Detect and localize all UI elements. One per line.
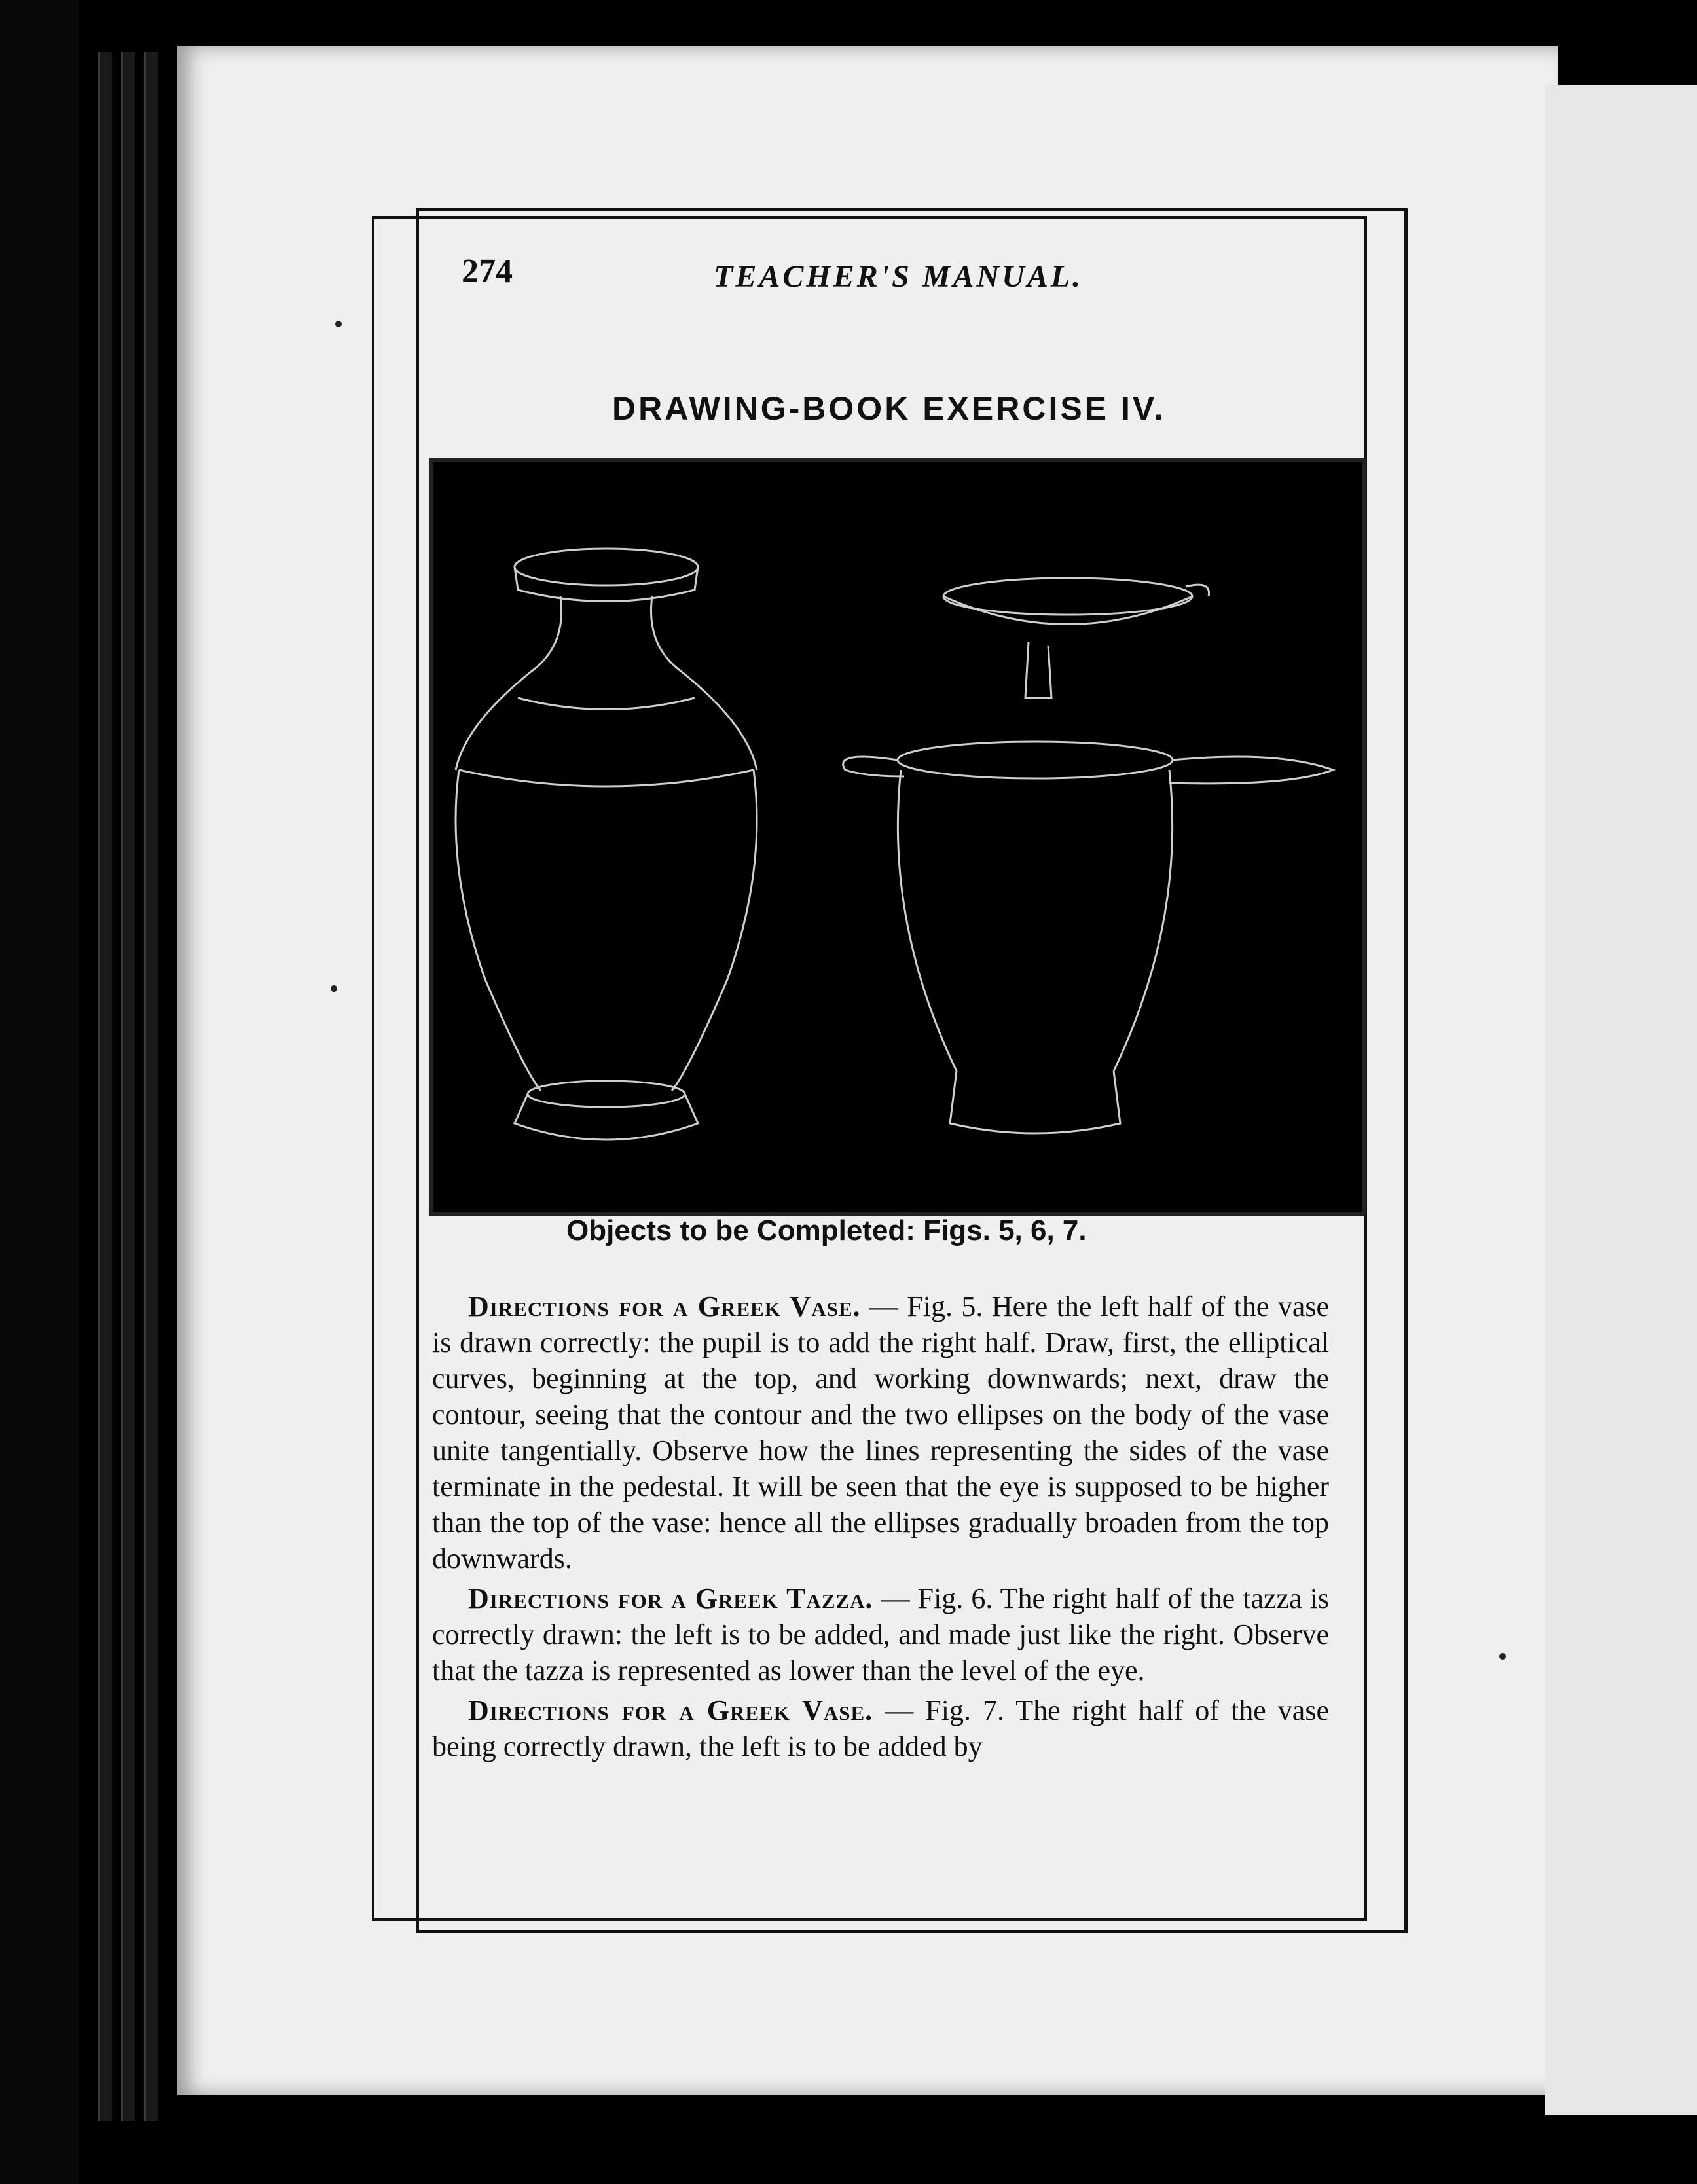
greek-vase-fig7 (843, 742, 1333, 1133)
paragraph-body: — Fig. 5. Here the left half of the vase is drawn correctly: the pupil is to add the right half. Draw, first, the elliptical curves, beginning at the top, and working downwards; next, draw the contour, seeing that the contour and the two ellipses on the body of the vase unite tangentially. Observe how the lines representing the sides of the vase terminate in the pedestal. It will be seen that the eye is supposed to be higher than the top of the vase: hence all the ellipses gradually broaden from the top downwards. (432, 1290, 1329, 1574)
page-number: 274 (462, 253, 513, 290)
running-head: TEACHER'S MANUAL. (714, 259, 1084, 294)
paragraph (432, 1288, 1329, 1576)
paragraph-heading: Directions for a Greek Vase. (468, 1694, 873, 1726)
facing-page-edge (1545, 85, 1697, 2115)
speck (1499, 1653, 1506, 1660)
body-text (432, 1288, 1329, 1768)
book-spine (0, 0, 79, 2184)
speck (331, 985, 337, 992)
greek-tazza-fig6 (943, 578, 1209, 698)
paragraph-heading: Directions for a Greek Tazza. (468, 1582, 873, 1614)
greek-vase-fig5 (456, 549, 757, 1140)
vase-drawings (433, 462, 1362, 1212)
paragraph-body: — Fig. 6. The right half of the tazza is correctly drawn: the left is to be added, and made just like the right. Observe that the tazza is represented as lower than the level of the eye. (432, 1582, 1329, 1686)
figure-caption: Objects to be Completed: Figs. 5, 6, 7. (566, 1214, 1087, 1247)
paragraph-body: — Fig. 7. The right half of the vase being correctly drawn, the left is to be added by (432, 1694, 1329, 1762)
paragraph (432, 1580, 1329, 1688)
paragraph-heading: Directions for a Greek Vase. (468, 1290, 861, 1322)
paragraph (432, 1692, 1329, 1764)
exercise-title: DRAWING-BOOK EXERCISE IV. (612, 390, 1166, 427)
figure-plate (429, 458, 1366, 1216)
speck (335, 321, 342, 327)
page-edge (144, 52, 158, 2121)
page-edge (98, 52, 112, 2121)
page-edge (121, 52, 135, 2121)
